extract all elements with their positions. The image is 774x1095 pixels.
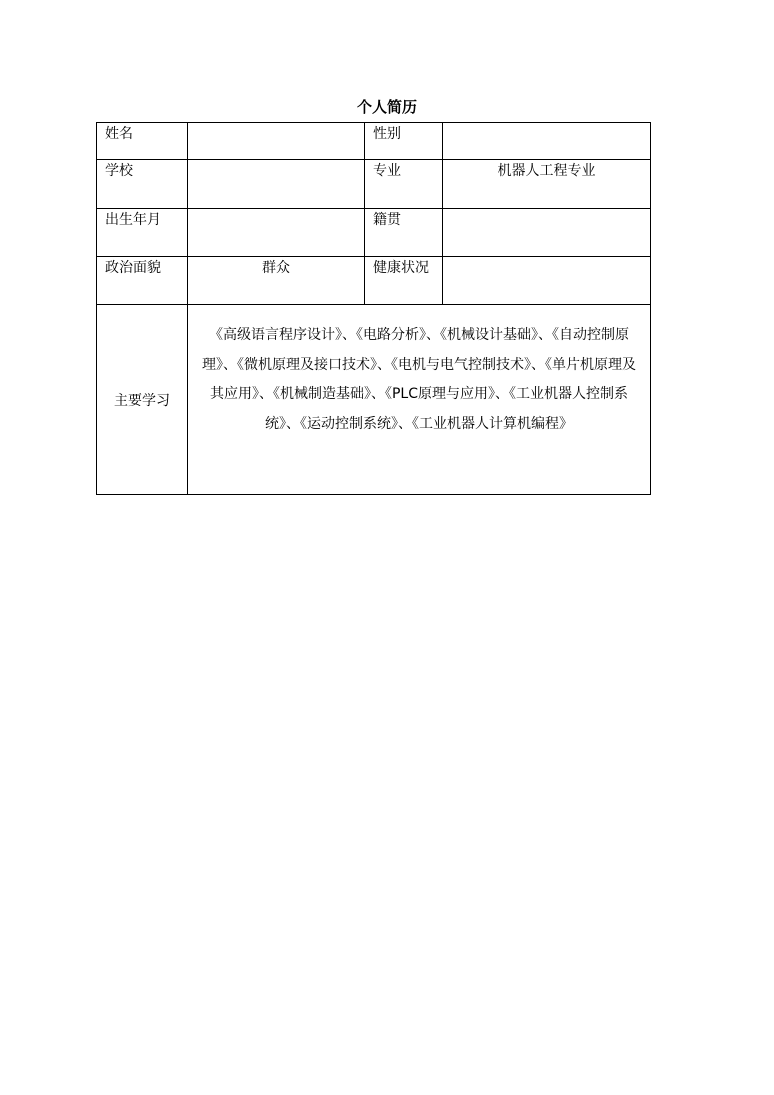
major-label: 专业	[365, 160, 443, 209]
origin-value	[443, 209, 651, 257]
gender-label: 性别	[365, 123, 443, 160]
political-value: 群众	[188, 257, 365, 305]
political-label: 政治面貌	[97, 257, 188, 305]
birth-value	[188, 209, 365, 257]
school-value	[188, 160, 365, 209]
health-label: 健康状况	[365, 257, 443, 305]
page-title: 个人简历	[356, 98, 417, 116]
table-row	[97, 209, 651, 257]
table-row	[97, 123, 651, 160]
health-value	[443, 257, 651, 305]
table-row	[97, 257, 651, 305]
major-value: 机器人工程专业	[443, 160, 651, 209]
gender-value	[443, 123, 651, 160]
origin-label: 籍贯	[365, 209, 443, 257]
resume-table	[96, 122, 651, 495]
study-courses: 《高级语言程序设计》、《电路分析》、《机械设计基础》、《自动控制原理》、《微机原理及接口技术》、《电机与电气控制技术》、《单片机原理及其应用》、《机械制造基础》、《PLC原理与应用》、《工业机器人控制系统》、《运动控制系统》、《工业机器人计算机编程》	[188, 305, 651, 495]
table-row	[97, 305, 651, 495]
name-value	[188, 123, 365, 160]
table-row	[97, 160, 651, 209]
birth-label: 出生年月	[97, 209, 188, 257]
study-label: 主要学习	[97, 305, 188, 495]
name-label: 姓名	[97, 123, 188, 160]
school-label: 学校	[97, 160, 188, 209]
